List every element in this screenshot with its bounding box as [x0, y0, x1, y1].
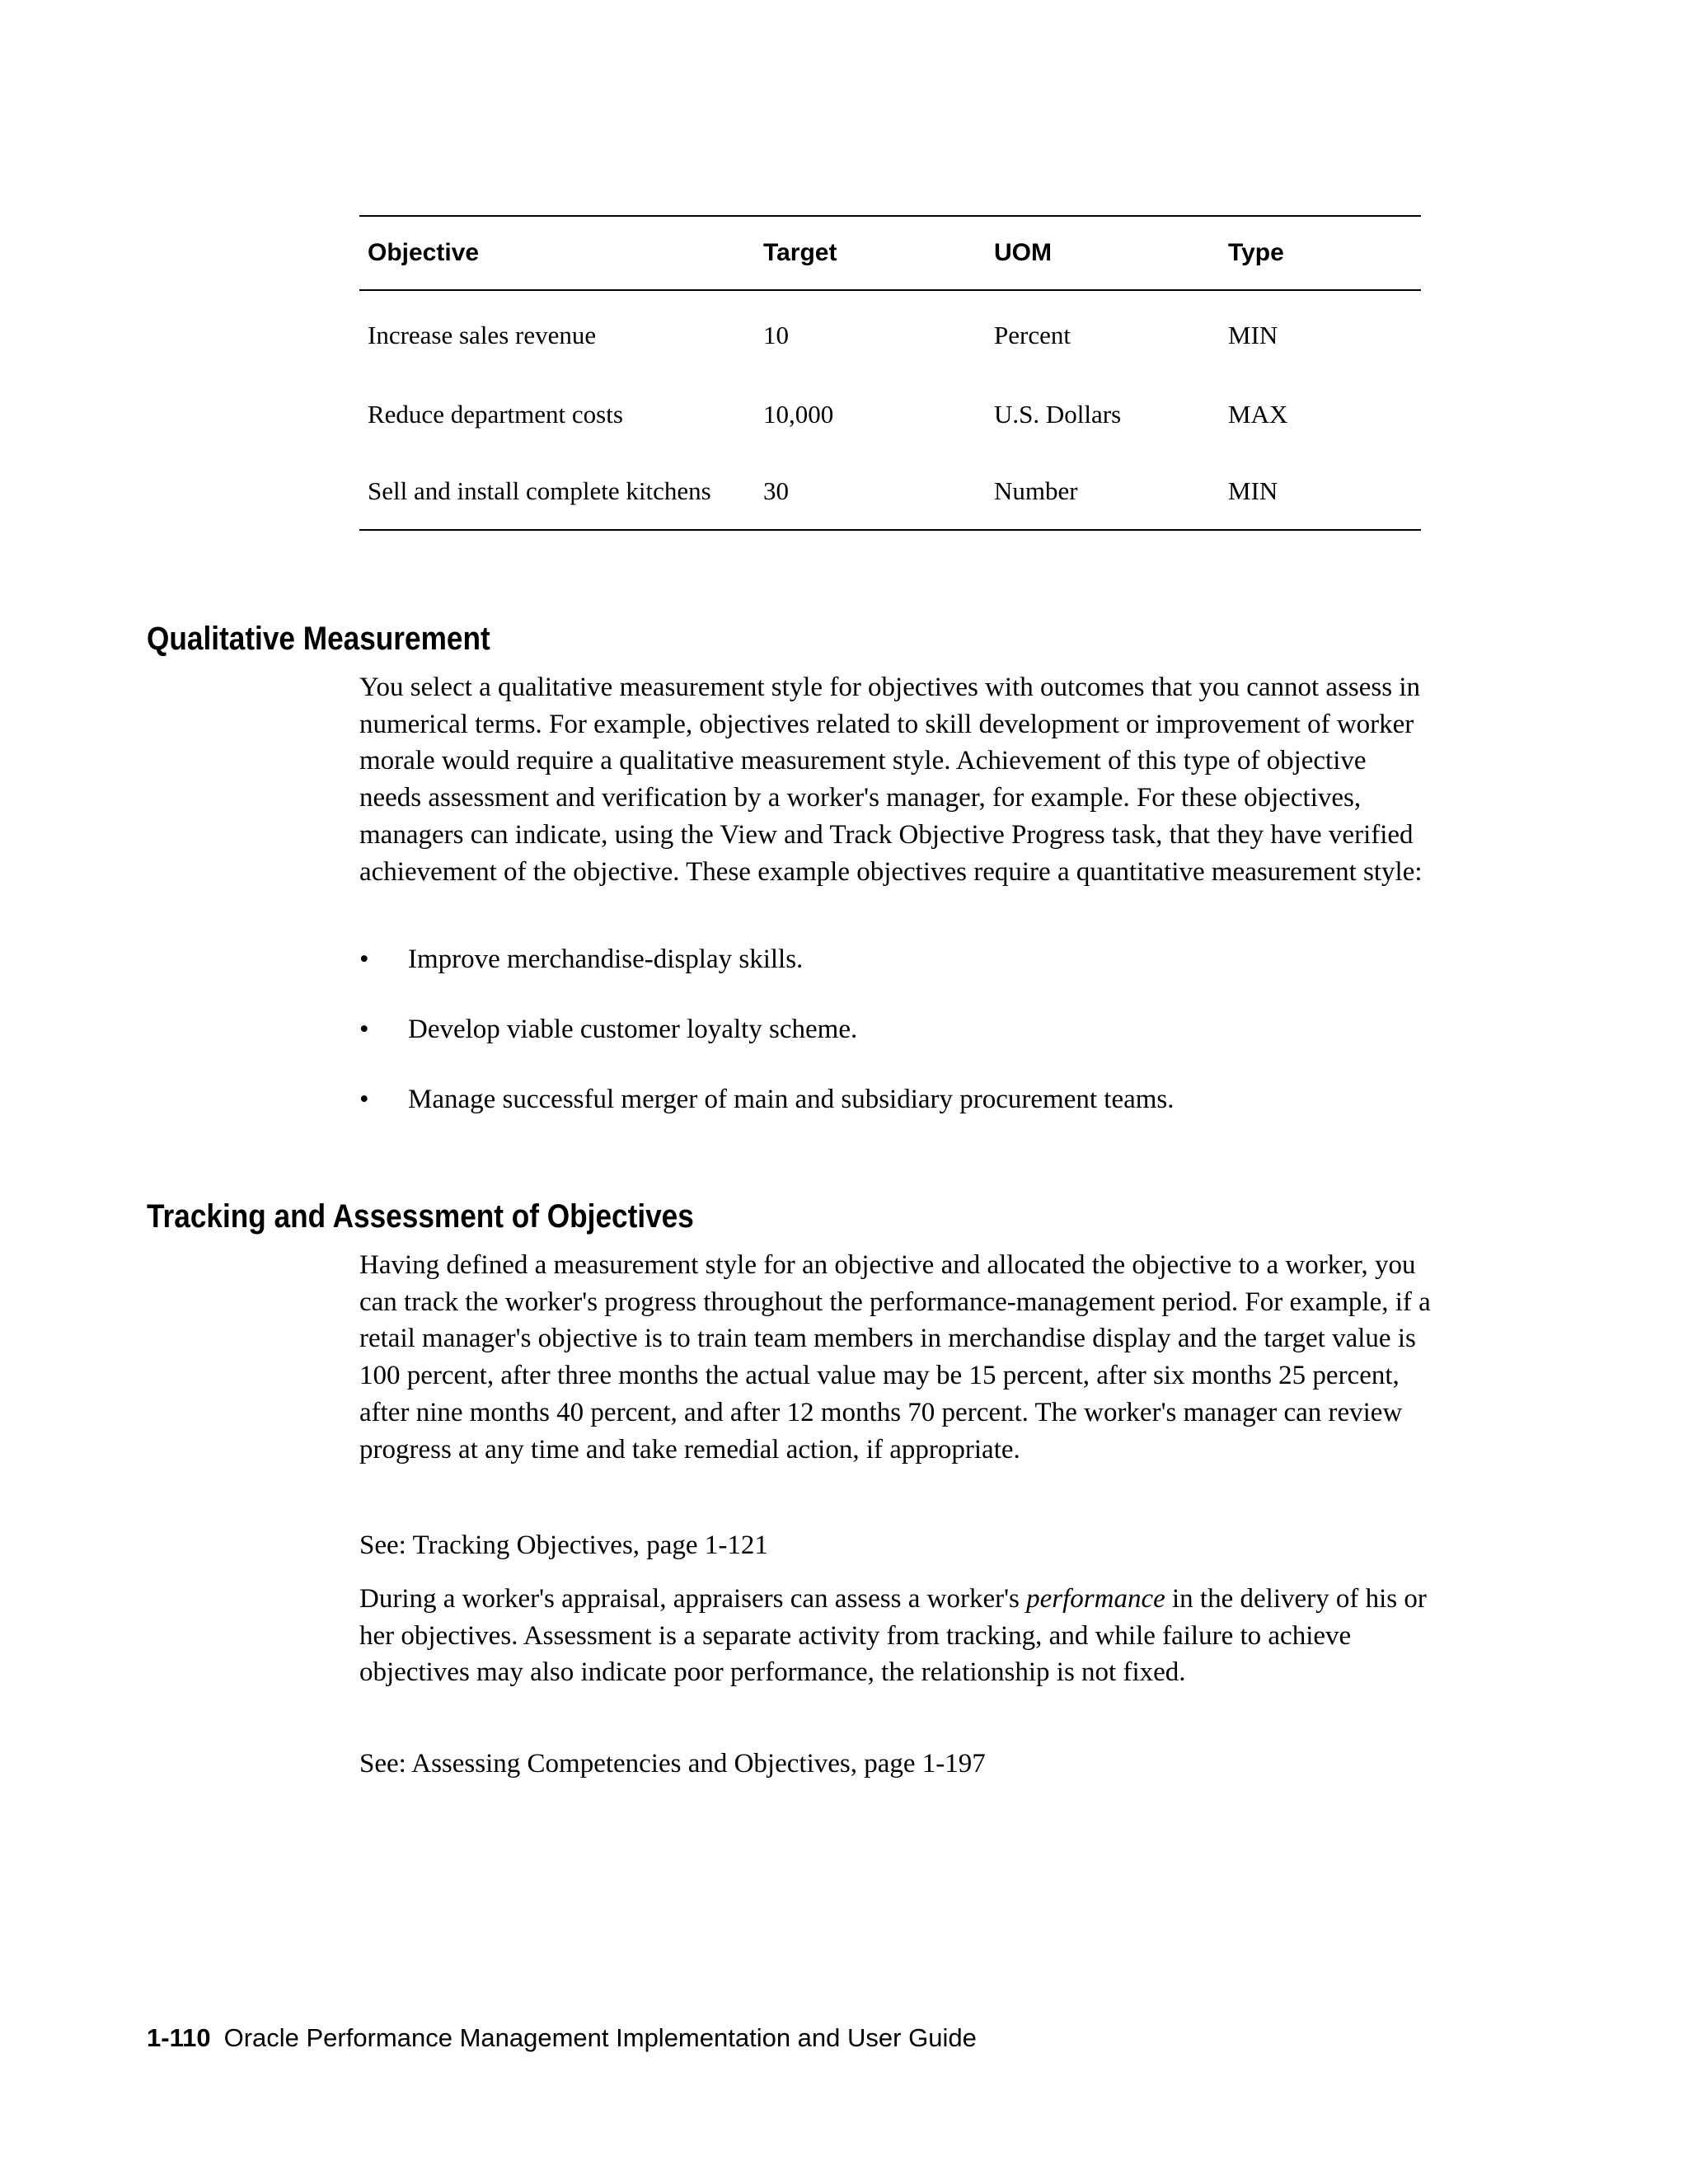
tracking-objectives-reference: See: Tracking Objectives, page 1-121 [359, 1530, 768, 1560]
page-number: 1-110 [147, 2023, 211, 2052]
list-item: • Develop viable customer loyalty scheme. [359, 1011, 1431, 1047]
cell-target: 10,000 [763, 399, 834, 429]
list-item: • Improve merchandise-display skills. [359, 941, 1431, 977]
qualitative-measurement-paragraph: You select a qualitative measurement style for objectives with outcomes that you cannot assess in numerical terms. For example, objectives related to skill development or improvement of worker morale would require a qualitative measurement style. Achievement of this type of objective needs assessment and verification by a worker's manager, for example. For these objectives, managers can indicate, using the View and Track Objective Progress task, that they have verified achievement of the objective. These example objectives require a quantitative measurement style: [359, 673, 1423, 887]
table-row [359, 290, 1421, 376]
page-footer [147, 2022, 977, 2055]
cell-objective: Sell and install complete kitchens [368, 476, 711, 505]
list-item: • Manage successful merger of main and subsidiary procurement teams. [359, 1081, 1431, 1118]
bullet-icon: • [359, 1085, 369, 1114]
cell-type: MIN [1228, 476, 1278, 505]
cell-uom: U.S. Dollars [994, 399, 1122, 429]
assessing-competencies-reference: See: Assessing Competencies and Objectives, page 1-197 [359, 1749, 986, 1779]
qualitative-measurement-heading: Qualitative Measurement [147, 621, 490, 657]
column-header-uom: UOM [986, 216, 1220, 290]
cell-uom: Number [994, 476, 1078, 505]
cell-type: MIN [1228, 320, 1278, 349]
cell-objective: Reduce department costs [368, 399, 623, 429]
objectives-table [359, 215, 1421, 531]
example-objectives-list [359, 941, 1431, 1151]
column-header-objective: Objective [359, 216, 755, 290]
table-row [359, 376, 1421, 452]
cell-uom: Percent [994, 320, 1071, 349]
assessment-paragraph: During a worker's appraisal, appraisers can assess a worker's performance in the delivery of his or her objectives. Assessment is a separate activity from tracking, and while failure to achieve objectives may also indicate poor performance, the relationship is not fixed. [359, 1584, 1427, 1688]
tracking-assessment-heading: Tracking and Assessment of Objectives [147, 1198, 694, 1235]
cell-objective: Increase sales revenue [368, 320, 597, 349]
cell-target: 10 [763, 320, 789, 349]
cell-type: MAX [1228, 399, 1288, 429]
tracking-paragraph: Having defined a measurement style for an objective and allocated the objective to a worker, you can track the worker's progress throughout the performance-management period. For example, if a retail manager's objective is to train team members in merchandise display and the target value is 100 percent, after three months the actual value may be 15 percent, after six months 25 percent, after nine months 40 percent, and after 12 months 70 percent. The worker's manager can review progress at any time and take remedial action, if appropriate. [359, 1250, 1431, 1465]
table-header-row [359, 216, 1421, 290]
column-header-target: Target [755, 216, 986, 290]
guide-title: Oracle Performance Management Implementation and User Guide [223, 2023, 977, 2052]
column-header-type: Type [1220, 216, 1421, 290]
bullet-icon: • [359, 944, 369, 974]
table-row [359, 452, 1421, 530]
bullet-icon: • [359, 1015, 369, 1044]
performance-emphasis: performance [1026, 1584, 1165, 1614]
cell-target: 30 [763, 476, 789, 505]
